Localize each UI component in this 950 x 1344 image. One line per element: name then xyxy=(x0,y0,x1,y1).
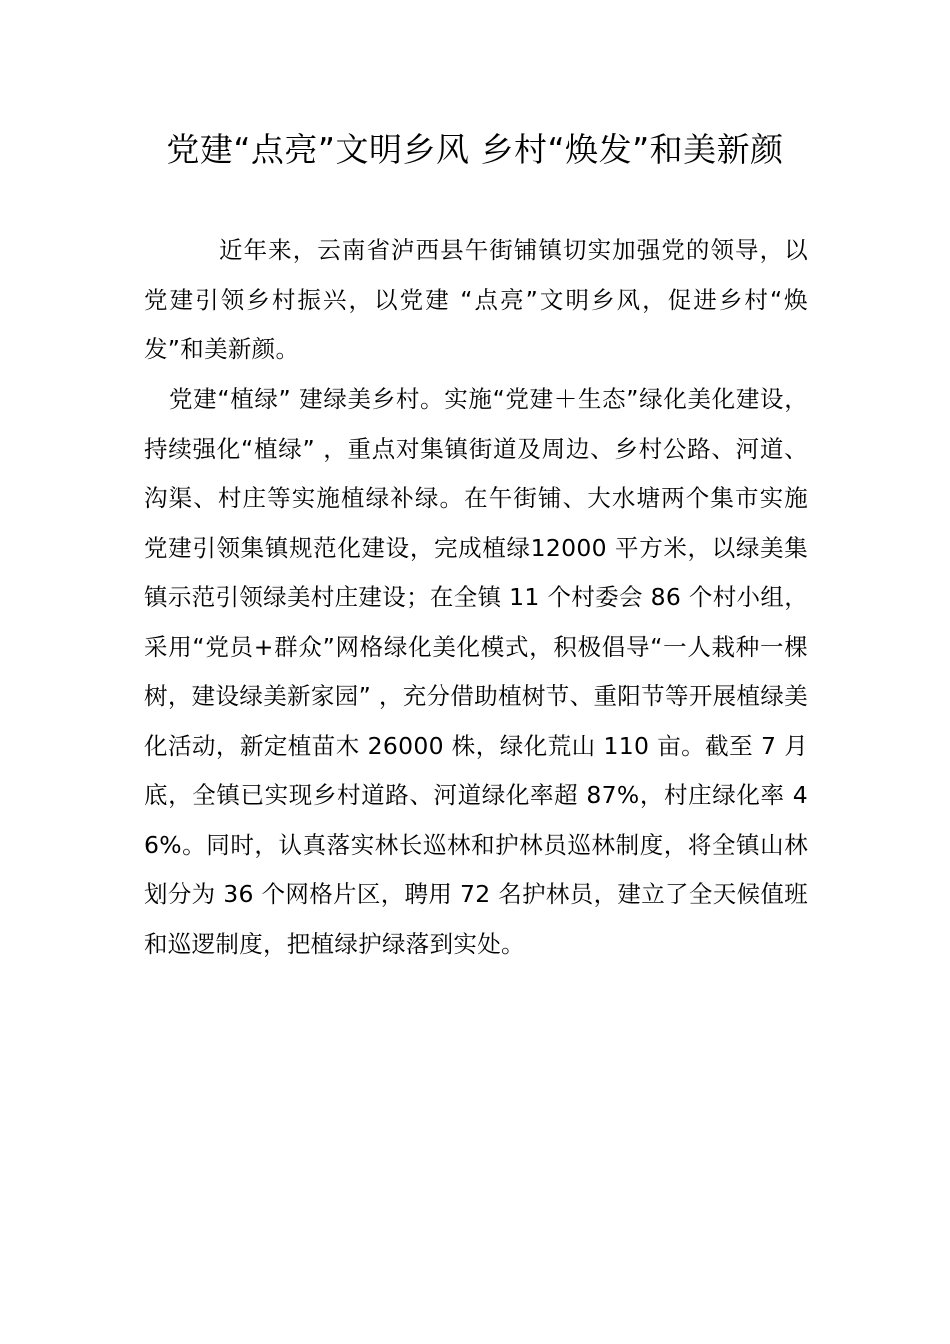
paragraph-greening: 党建“植绿” 建绿美乡村。实施“党建＋生态”绿化美化建设，持续强化“植绿” ，重点对集镇街道及周边、乡村公路、河道、沟渠、村庄等实施植绿补绿。在午街铺、大水塘两个集市实施党建引领集镇规范化建设，完成植绿12000 平方米，以绿美集镇示范引领绿美村庄建设；在全镇 11 个村委会 86 个村小组，采用“党员+群众”网格绿化美化模式，积极倡导“一人栽种一棵树，建设绿美新家园” ，充分借助植树节、重阳节等开展植绿美化活动，新定植苗木 26000 株，绿化荒山 110 亩。截至 7 月底，全镇已实现乡村道路、河道绿化率超 87%，村庄绿化率 46%。同时，认真落实林长巡林和护林员巡林制度，将全镇山林划分为 36 个网格片区，聘用 72 名护林员，建立了全天候值班和巡逻制度，把植绿护绿落到实处。 xyxy=(144,385,808,958)
document-title: 党建“点亮”文明乡风 乡村“焕发”和美新颜 xyxy=(166,130,784,169)
paragraph-intro: 近年来，云南省泸西县午街铺镇切实加强党的领导，以党建引领乡村振兴，以党建 “点亮”文明乡风，促进乡村“焕发”和美新颜。 xyxy=(144,236,808,363)
